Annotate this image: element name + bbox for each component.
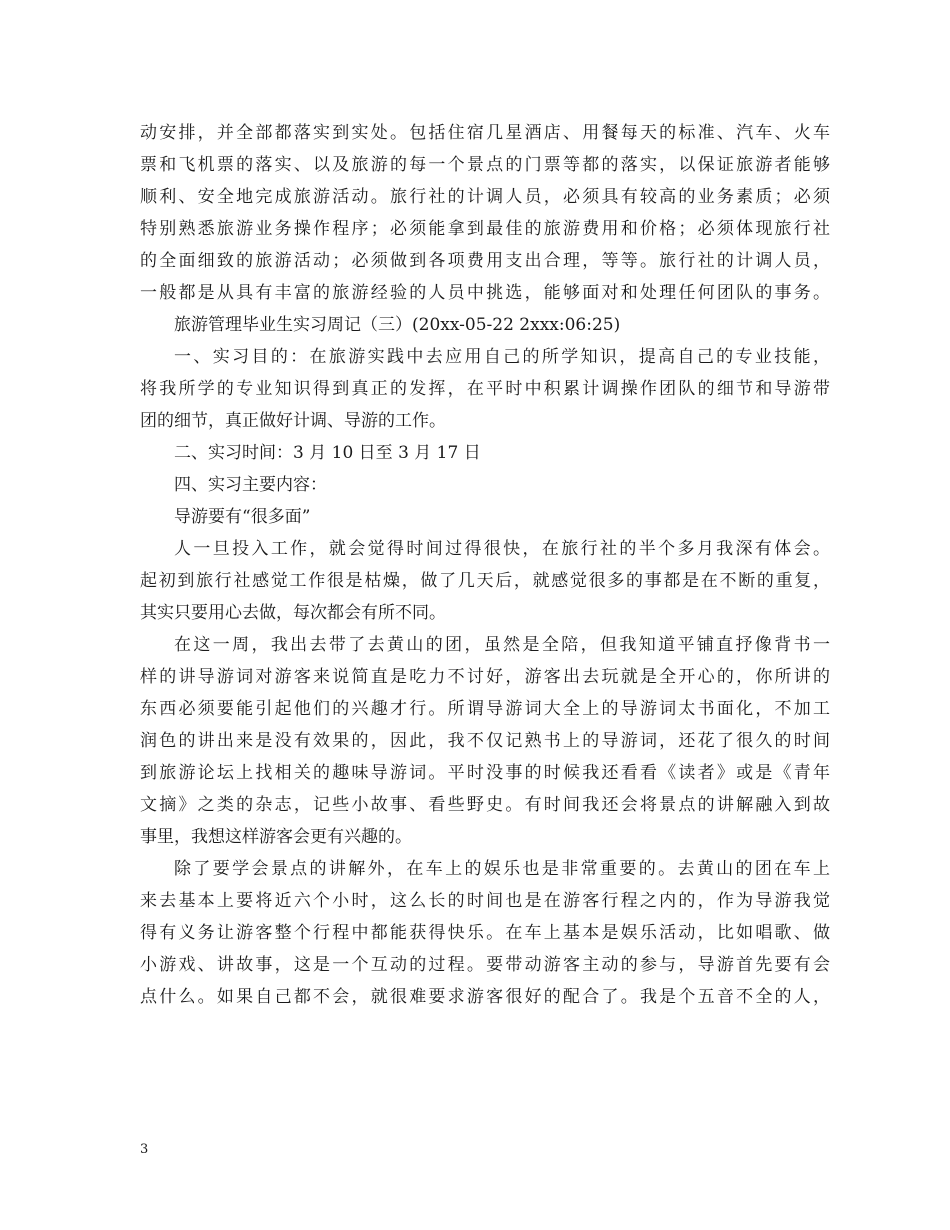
- text-line: 一、实习目的：在旅游实践中去应用自己的所学知识，提高自己的专业技能，: [174, 347, 830, 367]
- text-line: 的全面细致的旅游活动；必须做到各项费用支出合理，等等。旅行社的计调人员，: [140, 251, 830, 271]
- text-line: 事里，我想这样游客会更有兴趣的。: [140, 827, 412, 847]
- text-line: 一般都是从具有丰富的旅游经验的人员中挑选，能够面对和处理任何团队的事务。: [140, 283, 830, 303]
- text-line: 票和飞机票的落实、以及旅游的每一个景点的门票等都的落实，以保证旅游者能够: [140, 155, 830, 175]
- text-line: 起初到旅行社感觉工作很是枯燥，做了几天后，就感觉很多的事都是在不断的重复，: [140, 571, 830, 591]
- text-line: 导游要有“很多面”: [174, 507, 311, 527]
- text-line: 旅游管理毕业生实习周记（三）(20xx-05-22 2xxx:06:25): [174, 315, 621, 335]
- body-text: [140, 117, 830, 1013]
- text-line: 四、实习主要内容：: [174, 475, 327, 495]
- text-line: 文摘》之类的杂志，记些小故事、看些野史。有时间我还会将景点的讲解融入到故: [140, 795, 830, 815]
- page-number: 3: [140, 1142, 149, 1157]
- text-line: 其实只要用心去做，每次都会有所不同。: [140, 603, 446, 623]
- text-line: 得有义务让游客整个行程中都能获得快乐。在车上基本是娱乐活动，比如唱歌、做: [140, 923, 830, 943]
- text-line: 润色的讲出来是没有效果的，因此，我不仅记熟书上的导游词，还花了很久的时间: [140, 731, 830, 751]
- text-line: 特别熟悉旅游业务操作程序；必须能拿到最佳的旅游费用和价格；必须体现旅行社: [140, 219, 830, 239]
- text-line: 人一旦投入工作，就会觉得时间过得很快，在旅行社的半个多月我深有体会。: [174, 539, 830, 559]
- text-line: 点什么。如果自己都不会，就很难要求游客很好的配合了。我是个五音不全的人，: [140, 987, 830, 1007]
- text-line: 二、实习时间：3 月 10 日至 3 月 17 日: [174, 443, 481, 463]
- text-line: 顺利、安全地完成旅游活动。旅行社的计调人员，必须具有较高的业务素质；必须: [140, 187, 830, 207]
- text-line: 到旅游论坛上找相关的趣味导游词。平时没事的时候我还看看《读者》或是《青年: [140, 763, 830, 783]
- text-line: 团的细节，真正做好计调、导游的工作。: [140, 411, 446, 431]
- text-line: 除了要学会景点的讲解外，在车上的娱乐也是非常重要的。去黄山的团在车上: [174, 859, 830, 879]
- text-line: 将我所学的专业知识得到真正的发挥，在平时中积累计调操作团队的细节和导游带: [140, 379, 830, 399]
- text-line: 东西必须要能引起他们的兴趣才行。所谓导游词大全上的导游词太书面化，不加工: [140, 699, 830, 719]
- text-line: 动安排，并全部都落实到实处。包括住宿几星酒店、用餐每天的标准、汽车、火车: [140, 123, 830, 143]
- text-line: 样的讲导游词对游客来说简直是吃力不讨好，游客出去玩就是全开心的，你所讲的: [140, 667, 830, 687]
- text-line: 小游戏、讲故事，这是一个互动的过程。要带动游客主动的参与，导游首先要有会: [140, 955, 830, 975]
- text-line: 来去基本上要将近六个小时，这么长的时间也是在游客行程之内的，作为导游我觉: [140, 891, 830, 911]
- text-line: 在这一周，我出去带了去黄山的团，虽然是全陪，但我知道平铺直抒像背书一: [174, 635, 830, 655]
